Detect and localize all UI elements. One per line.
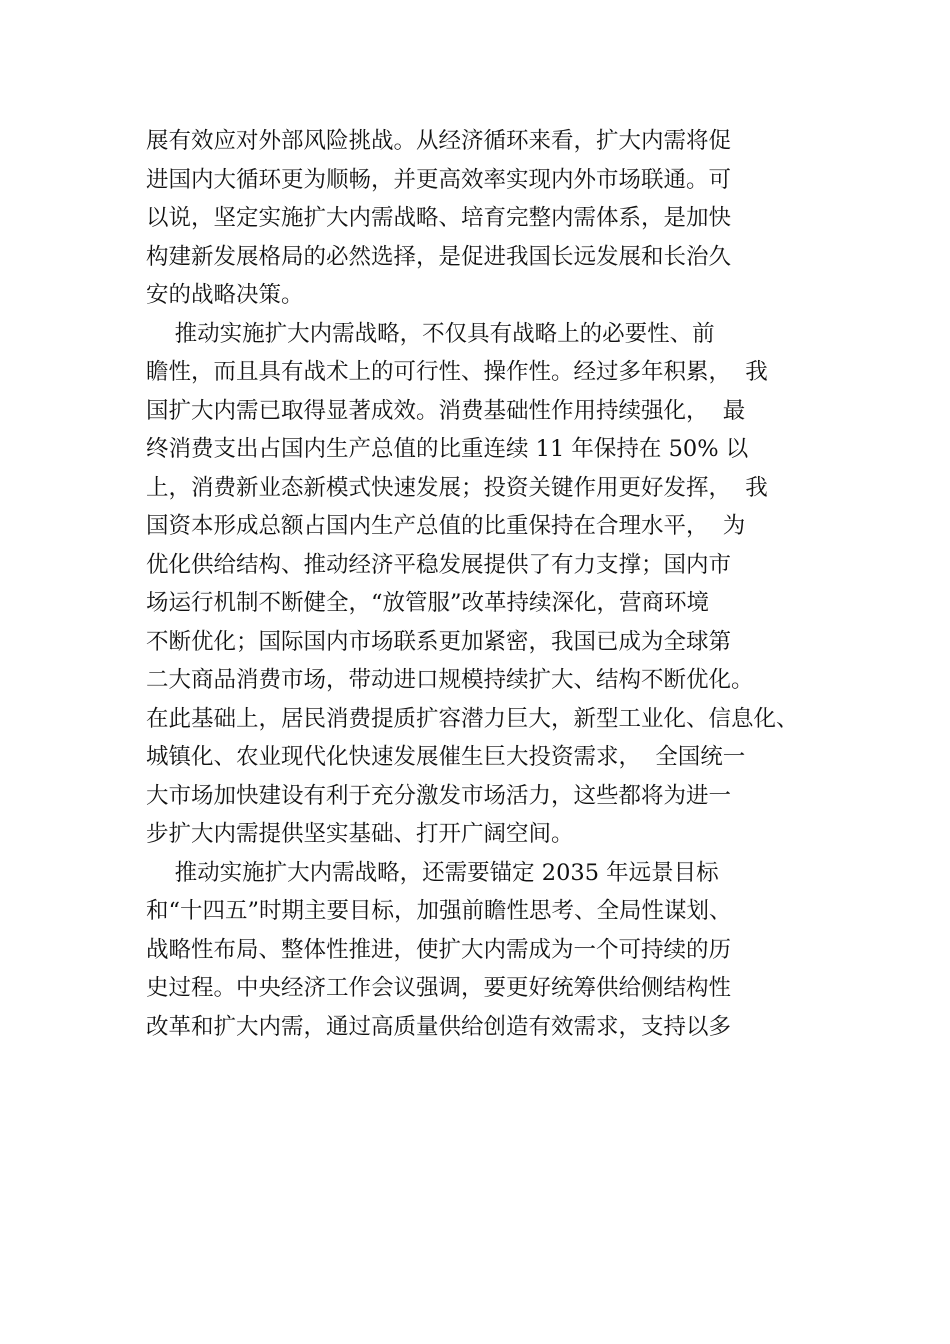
text-line: 以说，坚定实施扩大内需战略、培育完整内需体系，是加快 [146, 205, 732, 231]
text-line: 二大商品消费市场，带动进口规模持续扩大、结构不断优化。 [146, 667, 754, 693]
document-body-text [146, 122, 846, 1046]
text-line: 国扩大内需已取得显著成效。消费基础性作用持续强化， 最 [146, 397, 746, 424]
text-line: 和“十四五”时期主要目标，加强前瞻性思考、全局性谋划、 [146, 898, 732, 924]
text-line: 国资本形成总额占国内生产总值的比重保持在合理水平， 为 [146, 513, 746, 539]
text-line: 场运行机制不断健全，“放管服”改革持续深化，营商环境 [146, 590, 710, 616]
text-line: 终消费支出占国内生产总值的比重连续 11 年保持在 50% 以 [146, 436, 749, 462]
text-line: 城镇化、农业现代化快速发展催生巨大投资需求， 全国统一 [146, 744, 746, 770]
text-line: 改革和扩大内需，通过高质量供给创造有效需求，支持以多 [146, 1013, 732, 1040]
text-line: 优化供给结构、推动经济平稳发展提供了有力支撑；国内市 [146, 551, 732, 578]
text-line: 在此基础上，居民消费提质扩容潜力巨大，新型工业化、信息化、 [146, 705, 799, 732]
text-line: 瞻性，而且具有战术上的可行性、操作性。经过多年积累， 我 [146, 359, 768, 385]
paragraph-start-line: 推动实施扩大内需战略，还需要锚定 2035 年远景目标 [146, 859, 719, 886]
paragraph-start-line: 推动实施扩大内需战略，不仅具有战略上的必要性、前 [146, 320, 715, 347]
text-line: 构建新发展格局的必然选择，是促进我国长远发展和长治久 [146, 243, 732, 270]
text-line: 史过程。中央经济工作会议强调，要更好统筹供给侧结构性 [146, 975, 732, 1001]
text-line: 进国内大循环更为顺畅，并更高效率实现内外市场联通。可 [146, 166, 732, 193]
text-line: 战略性布局、整体性推进，使扩大内需成为一个可持续的历 [146, 936, 732, 963]
text-line: 大市场加快建设有利于充分激发市场活力，这些都将为进一 [146, 782, 732, 809]
text-line: 展有效应对外部风险挑战。从经济循环来看，扩大内需将促 [146, 128, 732, 154]
text-line: 上，消费新业态新模式快速发展；投资关键作用更好发挥， 我 [146, 474, 768, 501]
text-line: 步扩大内需提供坚实基础、打开广阔空间。 [146, 821, 574, 847]
text-line: 不断优化；国际国内市场联系更加紧密，我国已成为全球第 [146, 628, 732, 655]
text-line: 安的战略决策。 [146, 282, 304, 308]
